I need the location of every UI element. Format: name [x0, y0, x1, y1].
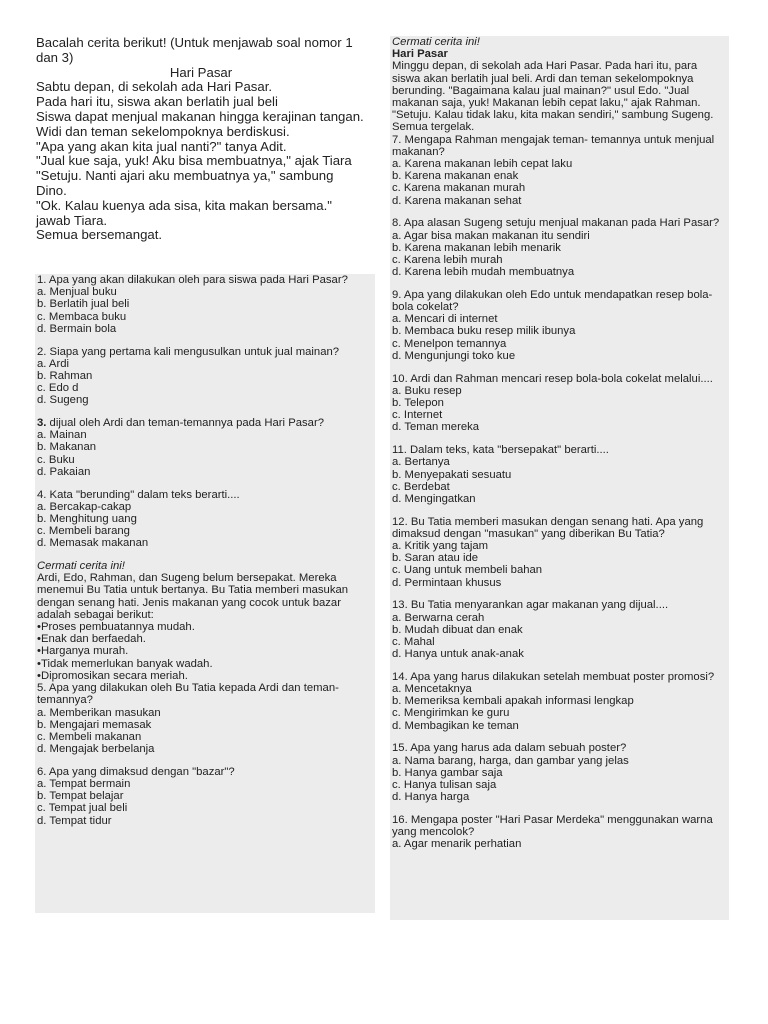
answer-option: a. Mencetaknya — [392, 683, 472, 696]
question-text: 13. Bu Tatia menyarankan agar makanan yang dijual.... — [392, 599, 669, 612]
answer-option: b. Saran atau ide — [392, 552, 479, 565]
answer-option: b. Telepon — [392, 396, 444, 409]
question-text: 7. Mengapa Rahman mengajak teman- temannya untuk menjual makanan? — [392, 133, 715, 158]
answer-option: d. Teman mereka — [392, 421, 480, 434]
passage-2-heading: Cermati cerita ini! — [37, 560, 125, 573]
answer-option: c. Membeli barang — [37, 525, 130, 538]
answer-option: a. Bercakap-cakap — [37, 500, 132, 513]
bullet-item: • Harganya murah. — [37, 645, 373, 657]
answer-option: a. Berwarna cerah — [392, 611, 485, 624]
question-text: 9. Apa yang dilakukan oleh Edo untuk mendapatkan resep bola-bola cokelat? — [392, 288, 713, 314]
answer-option: c. Uang untuk membeli bahan — [392, 564, 543, 577]
story-line: Semua bersemangat. — [36, 227, 163, 243]
question-text: 1. Apa yang akan dilakukan oleh para siswa pada Hari Pasar? — [37, 274, 348, 286]
answer-option: a. Ardi — [37, 357, 70, 370]
question-text: 10. Ardi dan Rahman mencari resep bola-bola cokelat melalui.... — [392, 372, 713, 385]
answer-option: b. Menyepakati sesuatu — [392, 468, 512, 481]
answer-option: b. Memeriksa kembali apakah informasi lengkap — [392, 695, 634, 708]
answer-option: a. Buku resep — [392, 384, 462, 397]
answer-option: d. Tempat tidur — [37, 814, 112, 827]
question-block — [392, 742, 727, 803]
answer-option: a. Bertanya — [392, 456, 450, 469]
question-text — [37, 417, 373, 429]
question-text: 16. Mengapa poster "Hari Pasar Merdeka" menggunakan warna yang mencolok? — [392, 813, 713, 839]
answer-option: b. Makanan — [37, 441, 97, 454]
question-block — [392, 599, 727, 660]
question-list-1 — [37, 274, 373, 550]
answer-option: a. Mencari di internet — [392, 313, 498, 326]
answer-option: a. Kritik yang tajam — [392, 540, 489, 553]
question-block — [392, 373, 727, 434]
question-block — [37, 346, 373, 407]
question-block — [37, 766, 373, 827]
answer-option: d. Hanya harga — [392, 791, 470, 804]
passage-2-bullets — [37, 621, 373, 682]
bullet-item: • Enak dan berfaedah. — [37, 633, 373, 645]
question-text: 12. Bu Tatia memberi masukan dengan senang hati. Apa yang dimaksud dengan "masukan" yang diberikan Bu Tatia? — [392, 515, 704, 540]
bullet-item: • Proses pembuatannya mudah. — [37, 621, 373, 633]
passage-3-heading: Cermati cerita ini! — [392, 36, 480, 48]
question-block — [37, 417, 373, 478]
answer-option: b. Tempat belajar — [37, 790, 124, 803]
question-body: dijual oleh Ardi dan teman-temannya pada Hari Pasar? — [46, 417, 324, 430]
answer-option: d. Karena makanan sehat — [392, 194, 522, 207]
story-line: "Setuju. Nanti ajari aku membuatnya ya," sambung Dino. — [36, 168, 334, 198]
story-line: "Ok. Kalau kuenya ada sisa, kita makan bersama." jawab Tiara. — [36, 197, 332, 228]
answer-option: d. Sugeng — [37, 394, 89, 407]
question-text: 14. Apa yang harus dilakukan setelah membuat poster promosi? — [392, 670, 715, 683]
story-intro: Bacalah cerita berikut! (Untuk menjawab soal nomor 1 dan 3) — [36, 35, 353, 65]
passage-2-text: Ardi, Edo, Rahman, dan Sugeng belum bersepakat. Mereka menemui Bu Tatia untuk bertanya. Bu Tatia memberi masukan dengan senang hati. Jenis makanan yang cocok untuk bazar adalah sebagai berikut: — [37, 572, 349, 621]
left-question-panel — [35, 274, 375, 913]
answer-option: a. Nama barang, harga, dan gambar yang jelas — [392, 754, 629, 767]
answer-option: d. Mengunjungi toko kue — [392, 349, 516, 362]
answer-option: a. Memberikan masukan — [37, 706, 161, 719]
answer-option: c. Buku — [37, 453, 75, 466]
question-block — [392, 289, 727, 362]
answer-option: a. Menjual buku — [37, 286, 117, 299]
answer-option: b. Berlatih jual beli — [37, 298, 130, 311]
answer-option: a. Mainan — [37, 429, 87, 442]
bullet-item: • Dipromosikan secara meriah. — [37, 670, 373, 682]
answer-option: c. Membaca buku — [37, 310, 127, 323]
answer-option: b. Mudah dibuat dan enak — [392, 623, 523, 636]
answer-option: c. Edo d — [37, 382, 79, 395]
story-line: Siswa dapat menjual makanan hingga kerajinan tangan. — [36, 108, 364, 124]
answer-option: c. Karena lebih murah — [392, 253, 503, 266]
answer-option: b. Karena makanan enak — [392, 170, 519, 183]
answer-option: a. Tempat bermain — [37, 778, 131, 791]
passage-3-title: Hari Pasar — [392, 48, 448, 61]
answer-option: d. Permintaan khusus — [392, 576, 502, 589]
question-text: 8. Apa alasan Sugeng setuju menjual makanan pada Hari Pasar? — [392, 217, 720, 230]
question-block — [392, 444, 727, 505]
question-block — [392, 134, 727, 207]
question-text: 2. Siapa yang pertama kali mengusulkan untuk jual mainan? — [37, 345, 340, 358]
story-line: "Apa yang akan kita jual nanti?" tanya Adit. — [36, 138, 287, 154]
bullet-item: • Tidak memerlukan banyak wadah. — [37, 658, 373, 670]
question-block — [392, 516, 727, 589]
story-section — [36, 36, 366, 243]
answer-option: d. Bermain bola — [37, 322, 117, 335]
question-block — [37, 274, 373, 335]
story-line: Pada hari itu, siswa akan berlatih jual beli — [36, 94, 278, 110]
question-text: 5. Apa yang dilakukan oleh Bu Tatia kepada Ardi dan teman-temannya? — [37, 682, 339, 707]
answer-option: d. Memasak makanan — [37, 537, 149, 550]
answer-option: a. Agar bisa makan makanan itu sendiri — [392, 229, 590, 242]
answer-option: b. Mengajari memasak — [37, 718, 152, 731]
question-text: 11. Dalam teks, kata "bersepakat" berarti.... — [392, 444, 609, 457]
answer-option: b. Hanya gambar saja — [392, 766, 503, 779]
question-block — [37, 489, 373, 550]
question-block — [392, 814, 727, 851]
question-block — [37, 682, 373, 755]
answer-option: d. Karena lebih mudah membuatnya — [392, 266, 575, 279]
answer-option: d. Mengingatkan — [392, 492, 476, 505]
answer-option: c. Internet — [392, 409, 443, 422]
question-list-3 — [392, 134, 727, 851]
question-list-2 — [37, 682, 373, 827]
passage-3 — [392, 36, 727, 134]
answer-option: c. Membeli makanan — [37, 730, 142, 743]
question-text: 15. Apa yang harus ada dalam sebuah poster? — [392, 742, 627, 755]
story-title: Hari Pasar — [169, 64, 233, 80]
answer-option: c. Hanya tulisan saja — [392, 778, 497, 791]
answer-option: b. Karena makanan lebih menarik — [392, 241, 561, 254]
question-block — [392, 671, 727, 732]
answer-option: d. Hanya untuk anak-anak — [392, 648, 524, 661]
answer-option: c. Menelpon temannya — [392, 337, 507, 350]
question-text: 4. Kata "berunding" dalam teks berarti.... — [37, 488, 240, 501]
question-text: 6. Apa yang dimaksud dengan "bazar"? — [37, 765, 235, 778]
answer-option: b. Rahman — [37, 369, 93, 382]
passage-2 — [37, 560, 373, 682]
answer-option: c. Tempat jual beli — [37, 802, 128, 815]
answer-option: c. Karena makanan murah — [392, 182, 526, 195]
story-line: Widi dan teman sekelompoknya berdiskusi. — [36, 123, 290, 139]
answer-option: d. Pakaian — [37, 465, 91, 478]
right-question-panel — [390, 36, 729, 920]
answer-option: d. Membagikan ke teman — [392, 719, 519, 732]
question-block — [392, 217, 727, 278]
story-line: Sabtu depan, di sekolah ada Hari Pasar. — [36, 79, 273, 95]
passage-3-text: Minggu depan, di sekolah ada Hari Pasar. Pada hari itu, para siswa akan berlatih jual beli. Ardi dan teman sekelompoknya berunding. "Bagaimana kalau jual mainan?" usul Edo. "Jual makanan saja, yuk! Makanan lebih cepat laku," ajak Rahman. "Setuju. Kalau tidak laku, kita makan sendiri," sambung Sugeng. Semua tergelak. — [392, 60, 714, 134]
story-line: "Jual kue saja, yuk! Aku bisa membuatnya," ajak Tiara — [36, 153, 352, 169]
answer-option: b. Membaca buku resep milik ibunya — [392, 325, 576, 338]
answer-option: c. Mengirimkan ke guru — [392, 707, 510, 720]
question-number: 3. — [37, 417, 47, 430]
answer-option: a. Agar menarik perhatian — [392, 838, 522, 851]
answer-option: c. Mahal — [392, 635, 435, 648]
answer-option: c. Berdebat — [392, 480, 450, 493]
answer-option: a. Karena makanan lebih cepat laku — [392, 158, 573, 171]
answer-option: d. Mengajak berbelanja — [37, 743, 155, 756]
answer-option: b. Menghitung uang — [37, 512, 137, 525]
